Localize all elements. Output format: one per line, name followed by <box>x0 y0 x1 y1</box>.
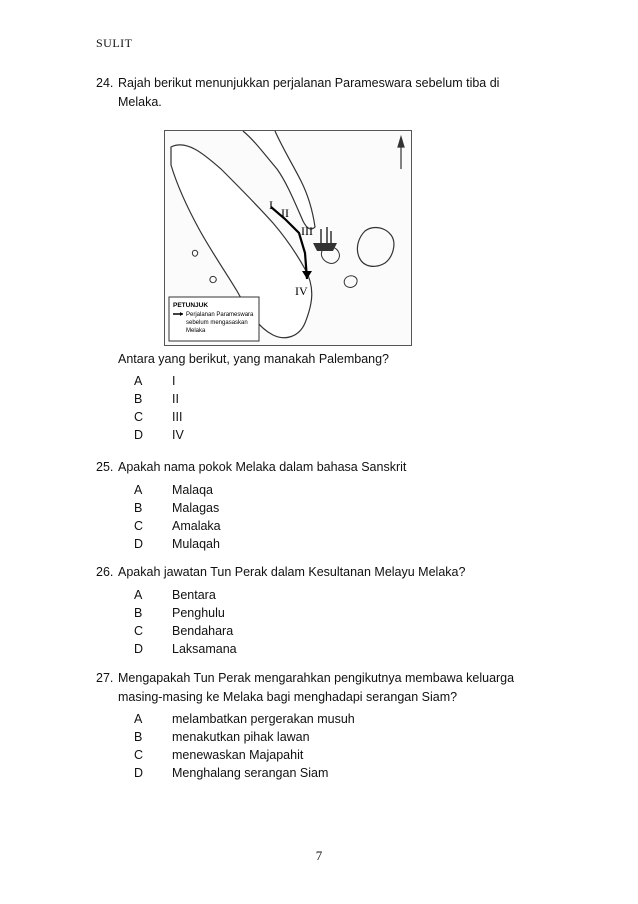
option-c[interactable] <box>134 517 221 535</box>
option-letter: B <box>134 730 143 744</box>
option-c[interactable] <box>134 622 237 640</box>
option-letter: C <box>134 519 144 533</box>
option-c[interactable] <box>134 746 355 764</box>
sumatra-map <box>165 131 411 345</box>
option-letter: D <box>134 537 144 551</box>
option-a[interactable] <box>134 710 355 728</box>
legend-text-1: Perjalanan Parameswara <box>186 312 254 318</box>
option-letter: B <box>134 606 143 620</box>
question-text: Rajah berikut menunjukkan perjalanan Parameswara sebelum tiba di <box>118 76 500 90</box>
option-text: Malaqa <box>172 483 213 497</box>
option-text: Bentara <box>172 588 216 602</box>
option-letter: D <box>134 642 144 656</box>
option-letter: A <box>134 588 143 602</box>
question-26 <box>96 563 526 582</box>
option-letter: D <box>134 428 144 442</box>
map-label-ii: II <box>281 206 289 220</box>
option-a[interactable] <box>134 372 184 390</box>
question-24-stem: Antara yang berikut, yang manakah Palembang? <box>118 352 390 366</box>
question-text: Apakah jawatan Tun Perak dalam Kesultanan Melayu Melaka? <box>118 565 466 579</box>
legend-title: PETUNJUK <box>173 302 209 309</box>
option-text: I <box>172 374 176 388</box>
option-text: II <box>172 392 179 406</box>
legend-text-2: sebelum mengasaskan <box>186 320 248 326</box>
page-header-classification: SULIT <box>96 36 133 50</box>
question-24-options <box>134 372 184 444</box>
option-letter: C <box>134 748 144 762</box>
map-label-i: I <box>269 198 273 212</box>
question-text-cont: Melaka. <box>118 95 162 109</box>
option-letter: B <box>134 392 143 406</box>
option-text: menakutkan pihak lawan <box>172 730 310 744</box>
question-26-options <box>134 586 237 658</box>
option-letter: B <box>134 501 143 515</box>
map-label-iii: III <box>301 224 313 238</box>
map-figure <box>164 130 412 346</box>
option-text: Laksamana <box>172 642 237 656</box>
option-b[interactable] <box>134 604 237 622</box>
option-d[interactable] <box>134 640 237 658</box>
question-number: 26. <box>96 565 114 579</box>
option-text: IV <box>172 428 184 442</box>
option-letter: C <box>134 410 144 424</box>
option-letter: D <box>134 766 144 780</box>
question-25 <box>96 458 526 477</box>
option-text: menewaskan Majapahit <box>172 748 304 762</box>
question-text: Mengapakah Tun Perak mengarahkan pengikutnya membawa keluarga <box>118 671 515 685</box>
option-d[interactable] <box>134 535 221 553</box>
option-d[interactable] <box>134 764 355 782</box>
option-text: melambatkan pergerakan musuh <box>172 712 355 726</box>
option-letter: A <box>134 712 143 726</box>
option-a[interactable] <box>134 586 237 604</box>
option-text: Penghulu <box>172 606 225 620</box>
option-c[interactable] <box>134 408 184 426</box>
option-letter: A <box>134 483 143 497</box>
option-letter: C <box>134 624 144 638</box>
question-number: 25. <box>96 460 114 474</box>
option-text: Amalaka <box>172 519 221 533</box>
option-text: Menghalang serangan Siam <box>172 766 329 780</box>
question-text-cont: masing-masing ke Melaka bagi menghadapi serangan Siam? <box>118 690 458 704</box>
question-27 <box>96 669 526 707</box>
question-number: 24. <box>96 76 114 90</box>
question-27-options <box>134 710 355 782</box>
question-25-options <box>134 481 221 553</box>
question-text: Apakah nama pokok Melaka dalam bahasa Sanskrit <box>118 460 407 474</box>
option-letter: A <box>134 374 143 388</box>
option-d[interactable] <box>134 426 184 444</box>
question-number: 27. <box>96 671 114 685</box>
option-a[interactable] <box>134 481 221 499</box>
page-number: 7 <box>315 848 323 863</box>
option-text: III <box>172 410 183 424</box>
option-text: Bendahara <box>172 624 234 638</box>
option-text: Malagas <box>172 501 220 515</box>
question-24 <box>96 74 526 112</box>
option-text: Mulaqah <box>172 537 220 551</box>
option-b[interactable] <box>134 390 184 408</box>
option-b[interactable] <box>134 499 221 517</box>
legend-text-3: Melaka <box>186 328 206 334</box>
option-b[interactable] <box>134 728 355 746</box>
map-label-iv: IV <box>295 284 308 298</box>
